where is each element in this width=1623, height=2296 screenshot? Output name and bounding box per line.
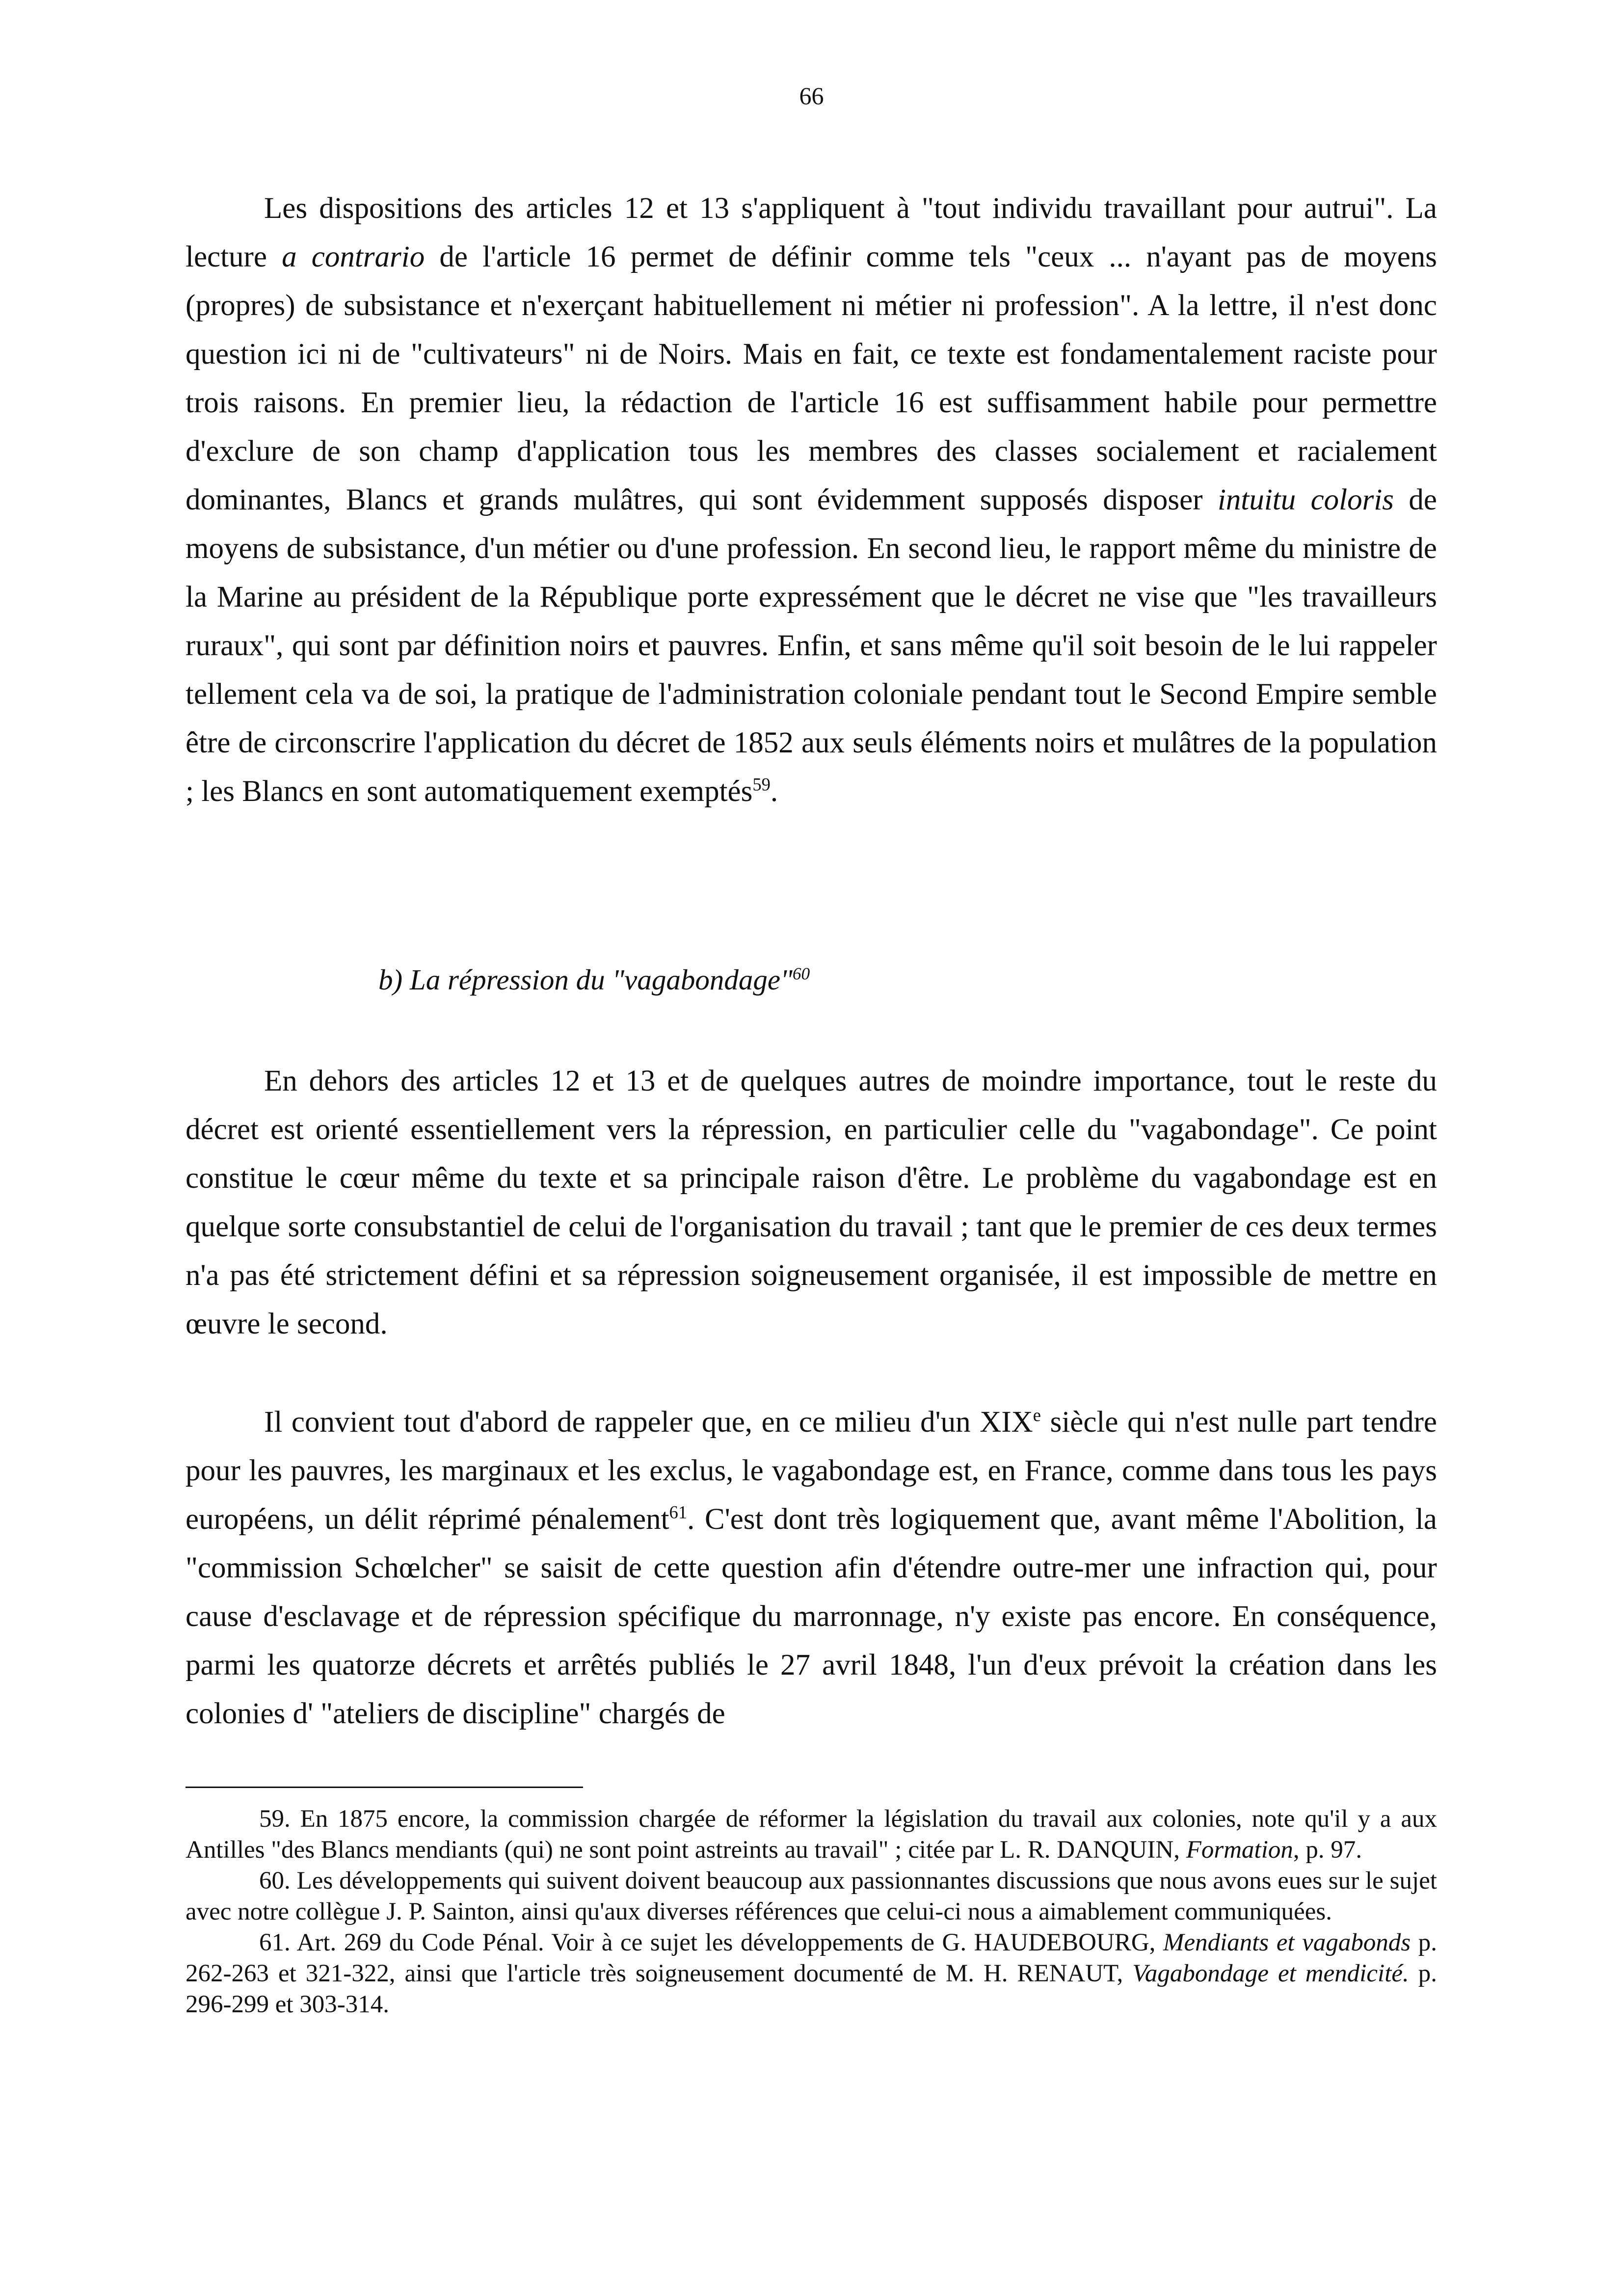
- text-run: .: [770, 775, 778, 808]
- text-run: p. 296-299 et 303-314.: [186, 1960, 1437, 2018]
- text-run: siècle qui n'est nulle part tendre pour les pauvres, les marginaux et les exclus, le vagabondage est, en France, comme dans tous les pays européens, un délit réprimé pénalement: [186, 1406, 1437, 1536]
- footnote-61: [186, 1927, 1437, 2020]
- text-run: 61. Art. 269 du Code Pénal. Voir à ce sujet les développements de G. HAUDEBOURG,: [259, 1929, 1163, 1956]
- text-run: 59. En 1875 encore, la commission chargée de réformer la législation du travail aux colonies, note qu'il y a aux Antilles "des Blancs mendiants (qui) ne sont point astreints au travail" ; citée par L. R. DANQUIN,: [186, 1805, 1437, 1864]
- italic-text: a contrario: [282, 240, 425, 273]
- footnote-separator: [186, 1787, 583, 1788]
- paragraph-decret-repression: [186, 1057, 1437, 1348]
- footnote-ref: 61: [669, 1502, 688, 1522]
- italic-text: intuitu coloris: [1217, 483, 1394, 516]
- text-run: En dehors des articles 12 et 13 et de quelques autres de moindre importance, tout le reste du décret est orienté essentiellement vers la répression, en particulier celle du "vagabondage". Ce point constitue le cœur même du texte et sa principale raison d'être. Le problème du vagabondage est en quelque sorte consubstantiel de celui de l'organisation du travail ; tant que le premier de ces deux termes n'a pas été strictement défini et sa répression soigneusement organisée, il est impossible de mettre en œuvre le second.: [186, 1065, 1437, 1340]
- paragraph: [186, 1398, 1437, 1738]
- text-run: , p. 97.: [1293, 1836, 1362, 1864]
- text-run: b) La répression du "vagabondage": [378, 963, 793, 996]
- footnote-59: [186, 1804, 1437, 1866]
- paragraph: [186, 184, 1437, 816]
- page-number: 66: [799, 82, 824, 109]
- text-run: Il convient tout d'abord de rappeler que, en ce milieu d'un XIX: [264, 1406, 1033, 1439]
- text-run: p. 262-263 et 321-322, ainsi que l'article très soigneusement documenté de M. H. RENAUT,: [186, 1929, 1437, 1987]
- text-run: . C'est dont très logiquement que, avant même l'Abolition, la "commission Schœlcher" se saisit de cette question afin d'étendre outre-mer une infraction qui, pour cause d'esclavage et de répression spécifique du marronnage, n'y existe pas encore. En conséquence, parmi les quatorze décrets et arrêtés publiés le 27 avril 1848, l'un d'eux prévoit la création dans les colonies d' "ateliers de discipline" chargés de: [186, 1503, 1437, 1730]
- italic-text: Formation: [1186, 1836, 1293, 1864]
- footnote-ref: e: [1033, 1405, 1041, 1425]
- italic-text: Mendiants et vagabonds: [1163, 1929, 1411, 1956]
- footnote-ref: 60: [792, 963, 810, 984]
- section-heading: [378, 960, 810, 999]
- footnotes: [186, 1804, 1437, 2020]
- italic-text: Vagabondage et mendicité.: [1132, 1960, 1409, 1987]
- paragraph-vagabondage-delit: [186, 1398, 1437, 1738]
- text-run: 60. Les développements qui suivent doivent beaucoup aux passionnantes discussions que nous avons eues sur le sujet avec notre collègue J. P. Sainton, ainsi qu'aux diverses références que celui-ci nous a aimablement communiquées.: [186, 1867, 1437, 1925]
- text-run: de moyens de subsistance, d'un métier ou d'une profession. En second lieu, le rapport même du ministre de la Marine au président de la République porte expressément que le décret ne vise que "les travailleurs ruraux", qui sont par définition noirs et pauvres. Enfin, et sans même qu'il soit besoin de le lui rappeler tellement cela va de soi, la pratique de l'administration coloniale pendant tout le Second Empire semble être de circonscrire l'application du décret de 1852 aux seuls éléments noirs et mulâtres de la population ; les Blancs en sont automatiquement exemptés: [186, 483, 1437, 808]
- paragraph: [186, 1057, 1437, 1348]
- footnote-60: [186, 1866, 1437, 1927]
- footnote-ref: 59: [752, 774, 771, 795]
- paragraph-articles-12-13: [186, 184, 1437, 816]
- text-run: de l'article 16 permet de définir comme tels "ceux ... n'ayant pas de moyens (propres) de subsistance et n'exerçant habituellement ni métier ni profession". A la lettre, il n'est donc question ici ni de "cultivateurs" ni de Noirs. Mais en fait, ce texte est fondamentalement raciste pour trois raisons. En premier lieu, la rédaction de l'article 16 est suffisamment habile pour permettre d'exclure de son champ d'application tous les membres des classes socialement et racialement dominantes, Blancs et grands mulâtres, qui sont évidemment supposés disposer: [186, 240, 1437, 516]
- text-run: Les dispositions des articles 12 et 13 s'appliquent à "tout individu travaillant pour autrui". La lecture: [186, 192, 1437, 273]
